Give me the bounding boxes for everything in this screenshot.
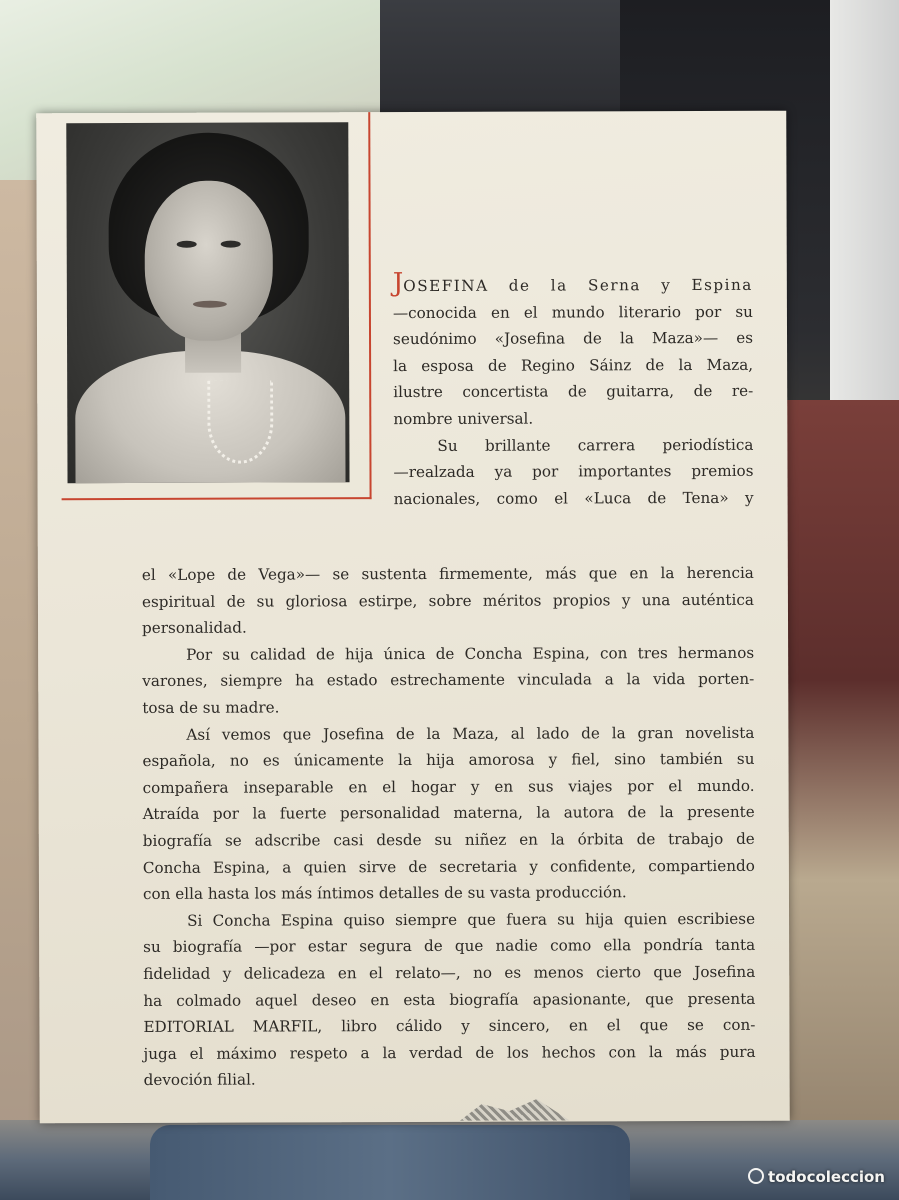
portrait-eye-right bbox=[221, 241, 241, 248]
p5-line: Si Concha Espina quiso siempre que fuera su hija quien escribiese bbox=[187, 909, 756, 930]
intro-line: nombre universal. bbox=[393, 409, 534, 429]
intro-line: —conocida en el mundo literario por su bbox=[392, 302, 753, 322]
p5-line: ha colmado aquel deseo en esta biografía apasionante, que presenta bbox=[143, 989, 756, 1010]
p5-line: devoción filial. bbox=[143, 1070, 256, 1090]
book-back-cover bbox=[36, 111, 790, 1124]
intro-line: ilustre concertista de guitarra, de re- bbox=[393, 382, 754, 402]
background-paper bbox=[830, 0, 899, 420]
p2-line: Su brillante carrera periodística bbox=[437, 435, 754, 455]
p5-line: juga el máximo respeto a la verdad de los hechos con la más pura bbox=[143, 1042, 756, 1063]
portrait-pearl-necklace bbox=[207, 380, 273, 463]
p4-line: biografía se adscribe casi desde su niñez en la órbita de trabajo de bbox=[142, 829, 755, 850]
portrait-mouth bbox=[193, 301, 227, 308]
p3-line: varones, siempre ha estado estrechamente vinculada a la vida porten- bbox=[142, 670, 755, 691]
watermark bbox=[748, 1168, 885, 1186]
p5-line: fidelidad y delicadeza en el relato—, no es menos cierto que Josefina bbox=[143, 962, 756, 983]
intro-line: la esposa de Regino Sáinz de la Maza, bbox=[393, 355, 754, 375]
background-jeans bbox=[150, 1125, 630, 1200]
p2-line: el «Lope de Vega»— se sustenta firmemente, más que en la herencia bbox=[141, 563, 754, 584]
p4-line: Concha Espina, a quien sirve de secretaria y confidente, compartiendo bbox=[142, 856, 755, 877]
portrait-face bbox=[144, 180, 273, 340]
intro-line: seudónimo «Josefina de la Maza»— es bbox=[392, 328, 754, 349]
bio-text-narrow bbox=[393, 269, 754, 513]
portrait-eye-left bbox=[177, 241, 197, 248]
watermark-text: todocoleccion bbox=[768, 1168, 885, 1186]
intro-line: JOSEFINA de la Serna y Espina bbox=[392, 268, 753, 299]
p5-line: EDITORIAL MARFIL, libro cálido y sincero, en el que se con- bbox=[143, 1015, 756, 1037]
p3-line: Por su calidad de hija única de Concha Espina, con tres hermanos bbox=[186, 643, 755, 664]
p3-line: tosa de su madre. bbox=[142, 698, 280, 717]
p2-line: espiritual de su gloriosa estirpe, sobre méritos propios y una auténtica bbox=[141, 590, 754, 611]
p2-line: —realzada ya por importantes premios bbox=[393, 461, 754, 482]
p4-line: compañera inseparable en el hogar y en sus viajes por el mundo. bbox=[142, 776, 755, 797]
background-chair bbox=[780, 400, 899, 1200]
cover-tear bbox=[460, 1096, 570, 1120]
p4-line: Así vemos que Josefina de la Maza, al lado de la gran novelista bbox=[186, 723, 755, 744]
p4-line: española, no es únicamente la hija amorosa y fiel, sino también su bbox=[142, 749, 755, 771]
watermark-logo-icon bbox=[748, 1168, 764, 1184]
p5-line: su biografía —por estar segura de que nadie como ella pondría tanta bbox=[143, 936, 756, 957]
bio-text-wide bbox=[142, 560, 756, 1094]
p2-line: nacionales, como el «Luca de Tena» y bbox=[393, 488, 754, 508]
p4-line: Atraída por la fuerte personalidad materna, la autora de la presente bbox=[142, 803, 755, 824]
p4-line: con ella hasta los más íntimos detalles de su vasta producción. bbox=[142, 883, 627, 904]
author-portrait bbox=[66, 122, 349, 483]
drop-initial: J bbox=[392, 268, 404, 299]
p2-line: personalidad. bbox=[142, 618, 247, 638]
